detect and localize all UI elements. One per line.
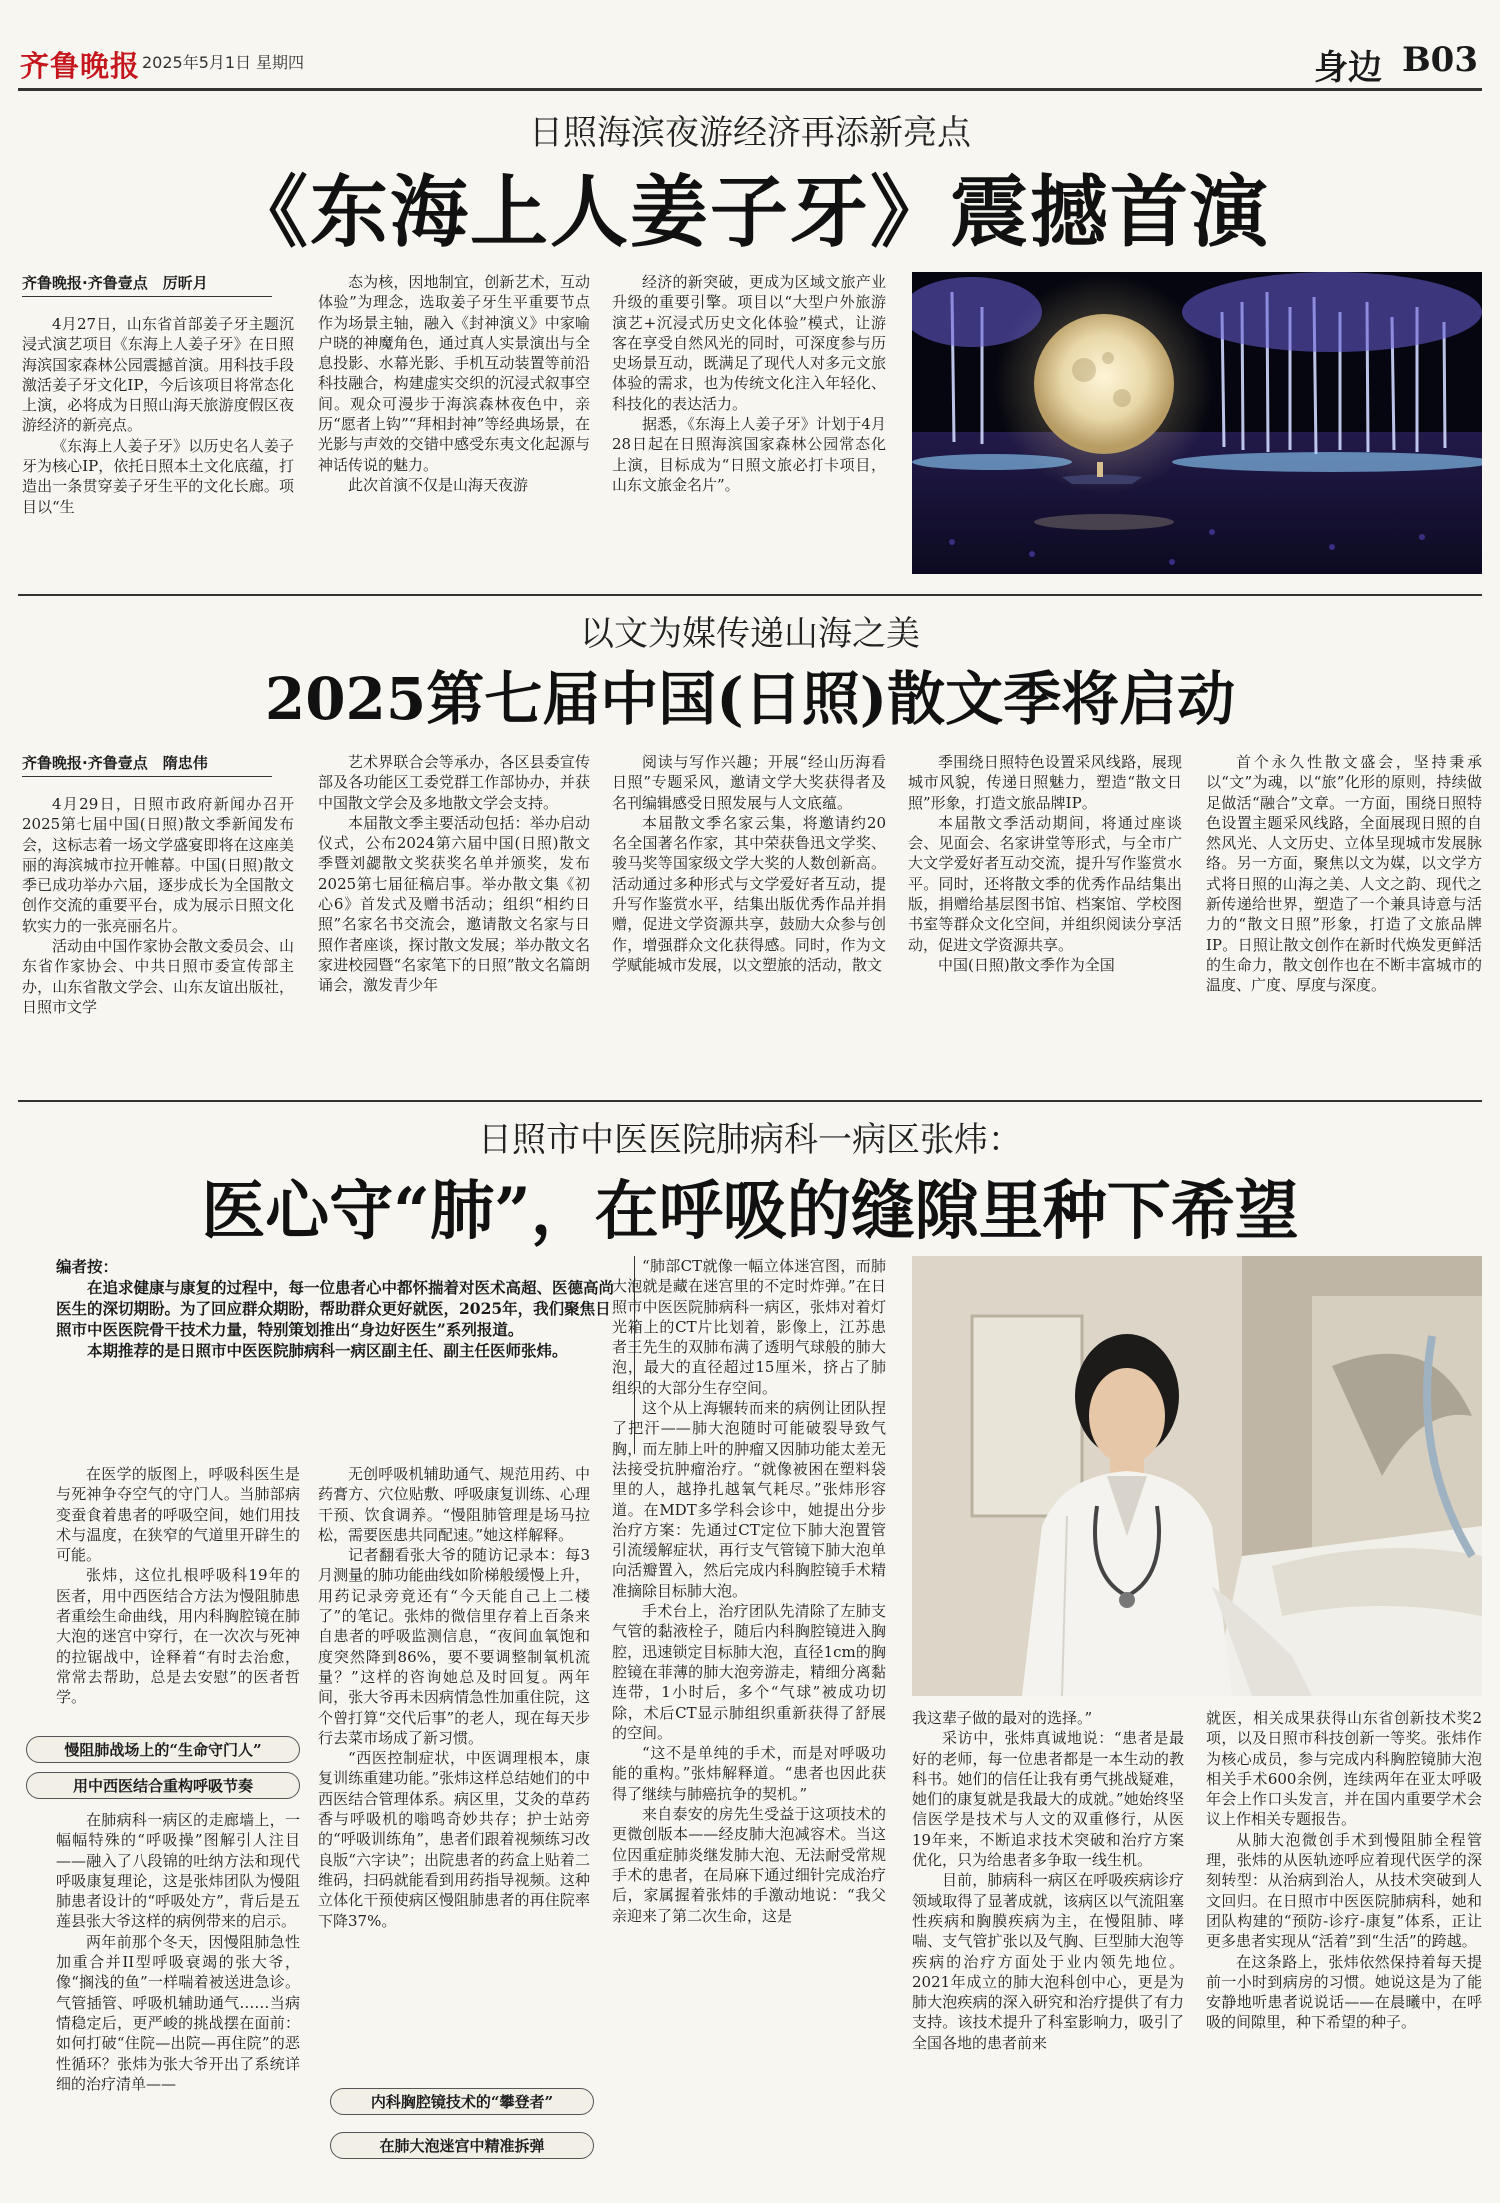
paragraph: 就医，相关成果获得山东省创新技术奖2项，以及日照市科技创新一等奖。张炜作为核心成员，参与完成内科胸腔镜肺大泡相关手术600余例，连续两年在亚太呼吸年会上作口头发言，并在国内重要学术会议上作相关专题报告。 [1206,1709,1482,1829]
newspaper-logo: 齐鲁晚报 [20,49,141,83]
article1-column-1 [22,314,294,574]
paragraph: 阅读与写作兴趣；开展“经山历海看日照”专题采风，邀请文学大奖获得者及名刊编辑感受日照发展与人文底蕴。 [612,753,886,812]
article3-headline: 医心守“肺”，在呼吸的缝隙里种下希望 [201,1174,1299,1249]
section-divider-2 [18,1100,1482,1102]
paragraph: 在肺病科一病区的走廊墙上，一幅幅特殊的“呼吸操”图解引人注目——融入了八段锦的吐纳方法和现代呼吸康复理论，这是张炜团队为慢阻肺患者设计的“呼吸处方”，背后是五莲县张大爷这样的病例带来的启示。 [56,1811,300,1931]
article1-headline: 《东海上人姜子牙》震撼首演 [229,167,1270,258]
subhead-2: 内科胸腔镜技术的“攀登者” [330,2088,594,2115]
article3-kicker: 日照市中医医院肺病科一病区张炜： [478,1120,1022,1160]
paragraph: 我这辈子做的最对的选择。” [912,1709,1093,1727]
section-divider-1 [18,594,1482,596]
paragraph: 中国(日照)散文季作为全国 [938,955,1115,974]
paragraph: 无创呼吸机辅助通气、规范用药、中药膏方、穴位贴敷、呼吸康复训练、心理干预、饮食调养。“慢阻肺管理是场马拉松，需要医患共同配速。”她这样解释。 [318,1465,590,1544]
article3-column-1b [56,1810,300,2195]
paragraph: 来自泰安的房先生受益于这项技术的更微创版本——经皮肺大泡减容术。当这位因重症肺炎继发肺大泡、无法耐受常规手术的患者，在局麻下通过细针完成治疗后，家属握着张炜的手激动地说：“我父亲迎来了第二次生命，这是 [612,1805,886,1925]
article2-column-4 [908,752,1182,1084]
paragraph: 在医学的版图上，呼吸科医生是与死神争夺空气的守门人。当肺部病变蚕食着患者的呼吸空间，她们用技术与温度，在狭窄的气道里开辟生的可能。 [56,1465,300,1565]
performance-night-photo [912,272,1482,574]
article1-column-2 [318,272,590,574]
article3-column-4 [912,1708,1184,2196]
article3-column-1a [56,1464,300,1726]
paragraph: 本届散文季主要活动包括：举办启动仪式，公布2024第六届中国(日照)散文季暨刘勰散文奖获奖名单并颁奖，发布2025第七届征稿启事。举办散文集《初心6》首发式及赠书活动；组织“相约日照”名家名书交流会，邀请散文名家与日照作者座谈，探讨散文发展；举办散文名家进校园暨“名家笔下的日照”散文名篇朗诵会，激发青少年 [318,813,590,995]
paragraph: 张炜，这位扎根呼吸科19年的医者，用中西医结合方法为慢阻肺患者重绘生命曲线，用内科胸腔镜在肺大泡的迷宫中穿行，在一次次与死神的拉锯战中，诠释着“有时去治愈，常常去帮助，总是去安慰”的医者哲学。 [56,1566,300,1707]
byline-rule [22,776,272,777]
article3-column-5 [1206,1708,1482,2196]
paragraph: “这不是单纯的手术，而是对呼吸功能的重构。”张炜解释道。“患者也因此获得了继续与肺癌抗争的契机。” [612,1744,886,1803]
paragraph: 此次首演不仅是山海天夜游 [348,475,529,494]
subhead-2b: 在肺大泡迷宫中精准拆弹 [330,2132,594,2159]
paragraph: 经济的新突破，更成为区域文旅产业升级的重要引擎。项目以“大型户外旅游演艺+沉浸式历史文化体验”模式，让游客在享受自然风光的同时，可深度参与历史场景互动，既满足了现代人对多元文旅体验的需求，也为传统文化注入年轻化、科技化的表达活力。 [612,273,886,413]
subhead-1b: 用中西医结合重构呼吸节奏 [26,1772,300,1799]
article2-column-5 [1206,752,1482,1084]
paragraph: 采访中，张炜真诚地说：“患者是最好的老师，每一位患者都是一本生动的教科书。她们的信任让我有勇气挑战疑难，她们的康复就是我最大的成就。”她始终坚信医学是技术与人文的双重修行，从医19年来，不断追求技术突破和治疗方案优化，只为给患者多争取一线生机。 [912,1729,1184,1870]
editor-note-paragraph: 在追求健康与康复的过程中，每一位患者心中都怀揣着对医术高超、医德高尚医生的深切期盼。为了回应群众期盼，帮助群众更好就医，2025年，我们聚焦日照市中医医院骨干技术力量，特别策划推出“身边好医生”系列报道。 [56,1278,615,1339]
paragraph: 记者翻看张大爷的随访记录本：每3月测量的肺功能曲线如阶梯般缓慢上升，用药记录旁竟还有“今天能自己上二楼了”的笔记。张炜的微信里存着上百条来自患者的呼吸监测信息，“夜间血氧饱和度突然降到86%，要不要调整制氧机流量？”这样的咨询她总及时回复。两年间，张大爷再未因病情急性加重住院，这个曾打算“交代后事”的老人，现在每天步行去菜市场成了新习惯。 [318,1546,590,1747]
page-number: B03 [1401,40,1478,80]
paragraph: 本届散文季名家云集，将邀请约20名全国著名作家，其中荣获鲁迅文学奖、骏马奖等国家级文学大奖的人数创新高。活动通过多种形式与文学爱好者互动，提升写作鉴赏水平，结集出版优秀作品并捐赠，促进文学资源共享，鼓励大众参与创作，增强群众文化获得感。同时，作为文学赋能城市发展，以文塑旅的活动，散文 [612,813,886,974]
paragraph: 态为核，因地制宜，创新艺术，互动体验”为理念，选取姜子牙生平重要节点作为场景主轴，融入《封神演义》中家喻户晓的神魔角色，通过真人实景演出与全息投影、水幕光影、手机互动装置等前沿科技融合，构建虚实交织的沉浸式叙事空间。观众可漫步于海滨森林夜色中，亲历“愿者上钩”“拜相封神”等经典场景，在光影与声效的交错中感受东夷文化起源与神话传说的魅力。 [318,273,590,474]
paragraph: 这个从上海辗转而来的病例让团队捏了把汗——肺大泡随时可能破裂导致气胸，而左肺上叶的肿瘤又因肺功能太差无法接受抗肿瘤治疗。“就像被困在塑料袋里的人，越挣扎越氧气耗尽。”张炜形容道。在MDT多学科会诊中，她提出分步治疗方案：先通过CT定位下肺大泡置管引流缓解症状，再行支气管镜下肺大泡单向活瓣置入，然后完成内科胸腔镜手术精准摘除目标肺大泡。 [612,1399,886,1600]
article3-column-3 [612,1256,886,2196]
paragraph: 4月29日，日照市政府新闻办召开2025第七届中国(日照)散文季新闻发布会，这标志着一场文学盛宴即将在这座美丽的海滨城市拉开帷幕。中国(日照)散文季已成功举办六届，逐步成长为全国散文创作交流的重要平台，成为展示日照文化软实力的一张亮丽名片。 [22,795,294,935]
article2-column-1 [22,794,294,1084]
article2-column-2 [318,752,590,1084]
issue-date: 2025年5月1日 [142,53,252,72]
paragraph: 季围绕日照特色设置采风线路，展现城市风貌，传递日照魅力，塑造“散文日照”形象，打造文旅品牌IP。 [908,753,1182,812]
paragraph: 两年前那个冬天，因慢阻肺急性加重合并II型呼吸衰竭的张大爷，像“搁浅的鱼”一样喘着被送进急诊。气管插管、呼吸机辅助通气……当病情稳定后，更严峻的挑战摆在面前：如何打破“住院—出院—再住院”的恶性循环？张炜为张大爷开出了系统详细的治疗清单—— [56,1932,300,2093]
paragraph: 艺术界联合会等承办，各区县委宣传部及各功能区工委党群工作部协办，并获中国散文学会及多地散文学会支持。 [318,753,590,812]
article1-column-3 [612,272,886,574]
masthead-rule [18,88,1482,91]
article3-column-2 [318,1464,590,2076]
paragraph: 首个永久性散文盛会，坚持秉承以“文”为魂，以“旅”化形的原则，持续做足做活“融合”文章。一方面，围绕日照特色设置主题采风线路，全面展现日照的自然风光、人文历史、立体呈现城市发展脉络。另一方面，聚焦以文为媒，以文学方式将日照的山海之美、人文之韵、现代之新传递给世界，塑造了一个兼具诗意与活力的“散文日照”形象，打造了文旅品牌IP。日照让散文创作在新时代焕发更鲜活的生命力，散文创作也在不断丰富城市的温度、广度、厚度与深度。 [1206,753,1482,995]
editor-note-label: 编者按： [56,1257,119,1276]
paragraph: “肺部CT就像一幅立体迷宫图，而肺大泡就是藏在迷宫里的不定时炸弹。”在日照市中医医院肺病科一病区，张炜对着灯光箱上的CT片比划着，影像上，江苏患者王先生的双肺布满了透明气球般的肺大泡，最大的直径超过15厘米，挤占了肺组织的大部分生存空间。 [612,1257,886,1397]
editor-note [56,1256,624,1454]
paragraph: “西医控制症状，中医调理根本，康复训练重建功能。”张炜这样总结她们的中西医结合管理体系。病区里，艾灸的草药香与呼吸机的嗡鸣奇妙共存；护士站旁的“呼吸训练角”，患者们跟着视频练习改良版“六字诀”；出院患者的药盒上贴着二维码，扫码就能看到用药指导视频。这种立体化干预使病区慢阻肺患者的再住院率下降37%。 [318,1749,590,1930]
editor-note-paragraph: 本期推荐的是日照市中医医院肺病科一病区副主任、副主任医师张炜。 [87,1341,568,1360]
paragraph: 从肺大泡微创手术到慢阻肺全程管理，张炜的从医轨迹呼应着现代医学的深刻转型：从治病到治人，从技术突破到人文回归。在日照市中医医院肺病科，她和团队构建的“预防-诊疗-康复”体系，正让更多患者实现从“活着”到“生活”的跨越。 [1206,1830,1482,1951]
paragraph: 活动由中国作家协会散文委员会、山东省作家协会、中共日照市委宣传部主办，山东省散文学会、山东友谊出版社，日照市文学 [22,937,294,1016]
paragraph: 《东海上人姜子牙》以历史名人姜子牙为核心IP，依托日照本土文化底蕴，打造出一条贯穿姜子牙生平的文化长廊。项目以“生 [22,436,294,516]
paragraph: 目前，肺病科一病区在呼吸疾病诊疗领域取得了显著成就，该病区以气流阻塞性疾病和胸膜疾病为主，在慢阻肺、哮喘、支气管扩张以及气胸、巨型肺大泡等疾病的治疗方面处于业内领先地位。2021年成立的肺大泡科创中心，更是为肺大泡疾病的深入研究和治疗提供了有力支持。该技术提升了科室影响力，吸引了全国各地的患者前来 [912,1871,1184,2052]
section-name: 身边 [1314,48,1382,88]
subhead-1: 慢阻肺战场上的“生命守门人” [26,1736,300,1763]
paragraph: 4月27日，山东省首部姜子牙主题沉浸式演艺项目《东海上人姜子牙》在日照海滨国家森林公园震撼首演。用科技手段激活姜子牙文化IP，今后该项目将常态化上演，必将成为日照山海天旅游度假区夜游经济的新亮点。 [22,315,294,435]
article2-byline: 齐鲁晚报·齐鲁壹点 隋忠伟 [22,754,208,772]
article1-byline: 齐鲁晚报·齐鲁壹点 厉昕月 [22,274,208,292]
article2-kicker: 以文为媒传递山海之美 [580,614,920,654]
paragraph: 在这条路上，张炜依然保持着每天提前一小时到病房的习惯。她说这是为了能安静地听患者说说话——在晨曦中，在呼吸的间隙里，种下希望的种子。 [1206,1952,1482,2032]
doctor-ward-photo [912,1256,1482,1696]
byline-rule [22,296,272,297]
paragraph: 据悉，《东海上人姜子牙》计划于4月28日起在日照海滨国家森林公园常态化上演，目标成为“日照文旅必打卡项目，山东文旅金名片”。 [612,415,886,494]
paragraph: 本届散文季活动期间，将通过座谈会、见面会、名家讲堂等形式，与全市广大文学爱好者互动交流，提升写作鉴赏水平。同时，还将散文季的优秀作品结集出版，捐赠给基层图书馆、档案馆、学校图书室等群众文化空间，并组织阅读分享活动，促进文学资源共享。 [908,813,1182,954]
article1-kicker: 日照海滨夜游经济再添新亮点 [529,113,971,153]
paragraph: 手术台上，治疗团队先清除了左肺支气管的黏液栓子，随后内科胸腔镜进入胸腔，迅速锁定目标肺大泡，直径1cm的胸腔镜在菲薄的肺大泡旁游走，精细分离黏连带，1小时后，多个“气球”被成功切除，术后CT显示肺组织重新获得了舒展的空间。 [612,1602,886,1742]
article2-column-3 [612,752,886,1084]
article2-headline: 2025第七届中国(日照)散文季将启动 [264,665,1236,733]
issue-weekday: 星期四 [256,53,305,72]
